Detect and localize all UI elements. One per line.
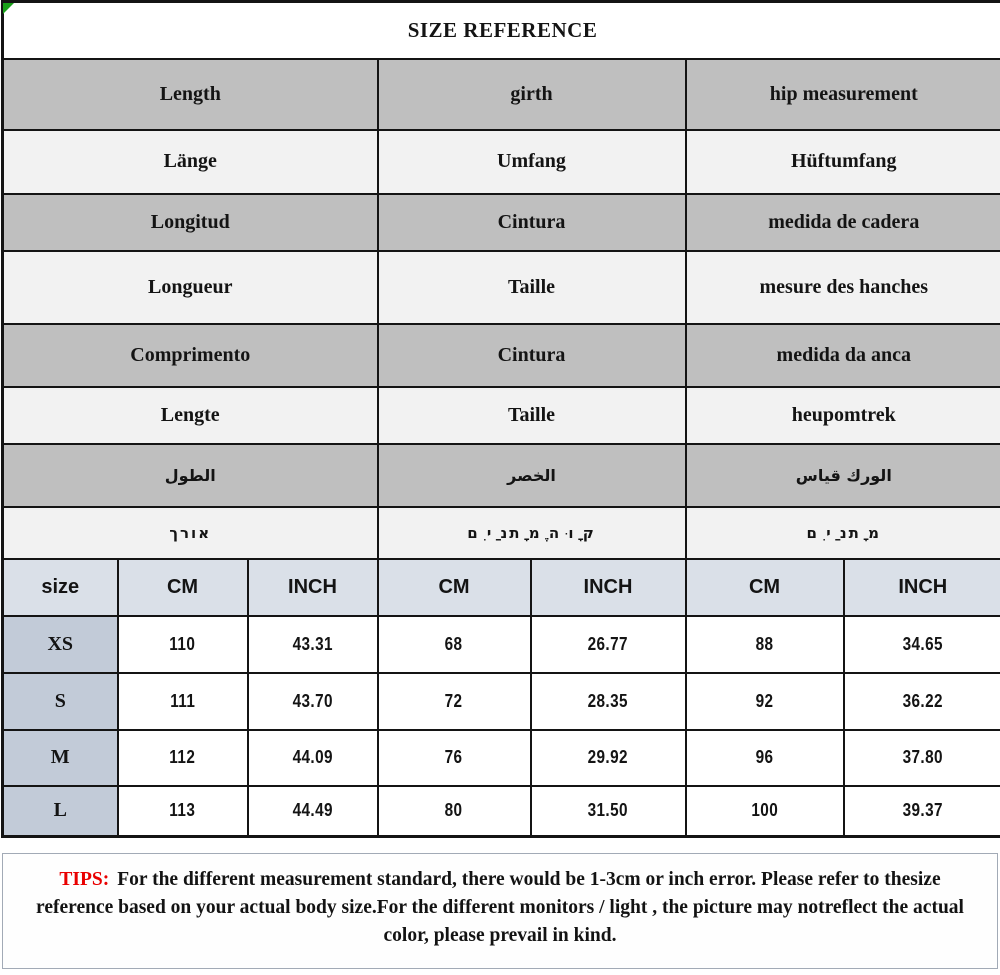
value-cell [248,616,378,673]
language-row-arabic [3,444,1000,507]
hip-label-es: medida de cadera [686,194,1000,251]
size-label: XS [3,616,118,673]
inch-col-header-hip: INCH [844,559,1000,616]
girth-label-es: Cintura [378,194,686,251]
table-title: SIZE REFERENCE [3,2,1000,59]
value-cell [118,786,248,837]
value-cell [118,616,248,673]
value: 112 [169,747,196,767]
inch-col-header-length: INCH [248,559,378,616]
hip-label-ar: الورك قياس [686,444,1000,507]
tips-text: For the different measurement standard, there would be 1-3cm or inch error. Please refer to thesize reference based on your actual body size.For the different monitors / light , the picture may notreflect the actual color, please prevail in kind. [36,869,964,946]
value-cell [686,616,844,673]
value: 96 [755,747,774,767]
cm-col-header-hip: CM [686,559,844,616]
value-cell [844,673,1000,730]
value: 88 [755,633,774,654]
value: 80 [445,800,463,821]
hip-label-pt: medida da anca [686,324,1000,387]
value-cell [844,786,1000,837]
value: 28.35 [587,690,629,711]
tips-box [2,853,998,969]
value: 39.37 [902,800,943,821]
value: 110 [169,633,196,654]
value-cell [118,730,248,786]
size-row-xs [3,616,1000,673]
value: 44.49 [292,800,333,821]
length-label-nl: Lengte [3,387,378,444]
value-cell [531,730,686,786]
value-cell [531,673,686,730]
cm-col-header-length: CM [118,559,248,616]
hip-label-fr: mesure des hanches [686,251,1000,324]
value: 31.50 [587,800,629,821]
title-row [3,2,1000,59]
girth-label-nl: Taille [378,387,686,444]
value: 100 [751,800,778,821]
hip-label-en: hip measurement [686,59,1000,130]
value: 68 [445,633,463,654]
language-row-german [3,130,1000,194]
value: 37.80 [902,747,943,767]
size-label: M [3,730,118,786]
value: 72 [445,690,463,711]
length-label-fr: Longueur [3,251,378,324]
length-label-en: Length [3,59,378,130]
value: 113 [169,800,196,821]
value-cell [378,730,531,786]
girth-label-de: Umfang [378,130,686,194]
length-label-de: Länge [3,130,378,194]
length-label-pt: Comprimento [3,324,378,387]
girth-label-ar: الخصر [378,444,686,507]
value: 43.31 [292,633,333,654]
value-cell [378,616,531,673]
girth-label-he: ם ִי ַנת ָמ ֶה ּו ָק [378,507,686,559]
value-cell [531,786,686,837]
language-row-english [3,59,1000,130]
language-row-spanish [3,194,1000,251]
girth-label-en: girth [378,59,686,130]
length-label-he: ךרוא [3,507,378,559]
value-cell [378,673,531,730]
value-cell [248,786,378,837]
length-label-ar: الطول [3,444,378,507]
value-cell [248,730,378,786]
language-row-hebrew [3,507,1000,559]
hip-label-he: ם ִי ַנת ָמ [686,507,1000,559]
value-cell [686,730,844,786]
value-cell [118,673,248,730]
value: 43.70 [292,690,333,711]
value-cell [686,786,844,837]
language-row-dutch [3,387,1000,444]
value: 34.65 [902,633,943,654]
girth-label-pt: Cintura [378,324,686,387]
length-label-es: Longitud [3,194,378,251]
value: 111 [169,690,196,711]
value: 76 [445,747,463,767]
value-cell [844,616,1000,673]
hip-label-de: Hüftumfang [686,130,1000,194]
value: 29.92 [587,747,629,767]
size-label: S [3,673,118,730]
value-cell [531,616,686,673]
size-col-header: size [3,559,118,616]
value: 92 [755,690,774,711]
value-cell [686,673,844,730]
language-row-portuguese [3,324,1000,387]
value: 26.77 [587,633,629,654]
tips-label: TIPS: [59,869,110,890]
green-corner-marker-icon [3,3,14,14]
cm-col-header-girth: CM [378,559,531,616]
girth-label-fr: Taille [378,251,686,324]
size-label: L [3,786,118,837]
size-row-s [3,673,1000,730]
value: 44.09 [292,747,333,767]
inch-col-header-girth: INCH [531,559,686,616]
size-row-l [3,786,1000,837]
language-row-french [3,251,1000,324]
size-row-m [3,730,1000,786]
value-cell [844,730,1000,786]
size-table-header-row [3,559,1000,616]
value: 36.22 [902,690,943,711]
value-cell [378,786,531,837]
hip-label-nl: heupomtrek [686,387,1000,444]
value-cell [248,673,378,730]
size-reference-table [1,0,1000,838]
